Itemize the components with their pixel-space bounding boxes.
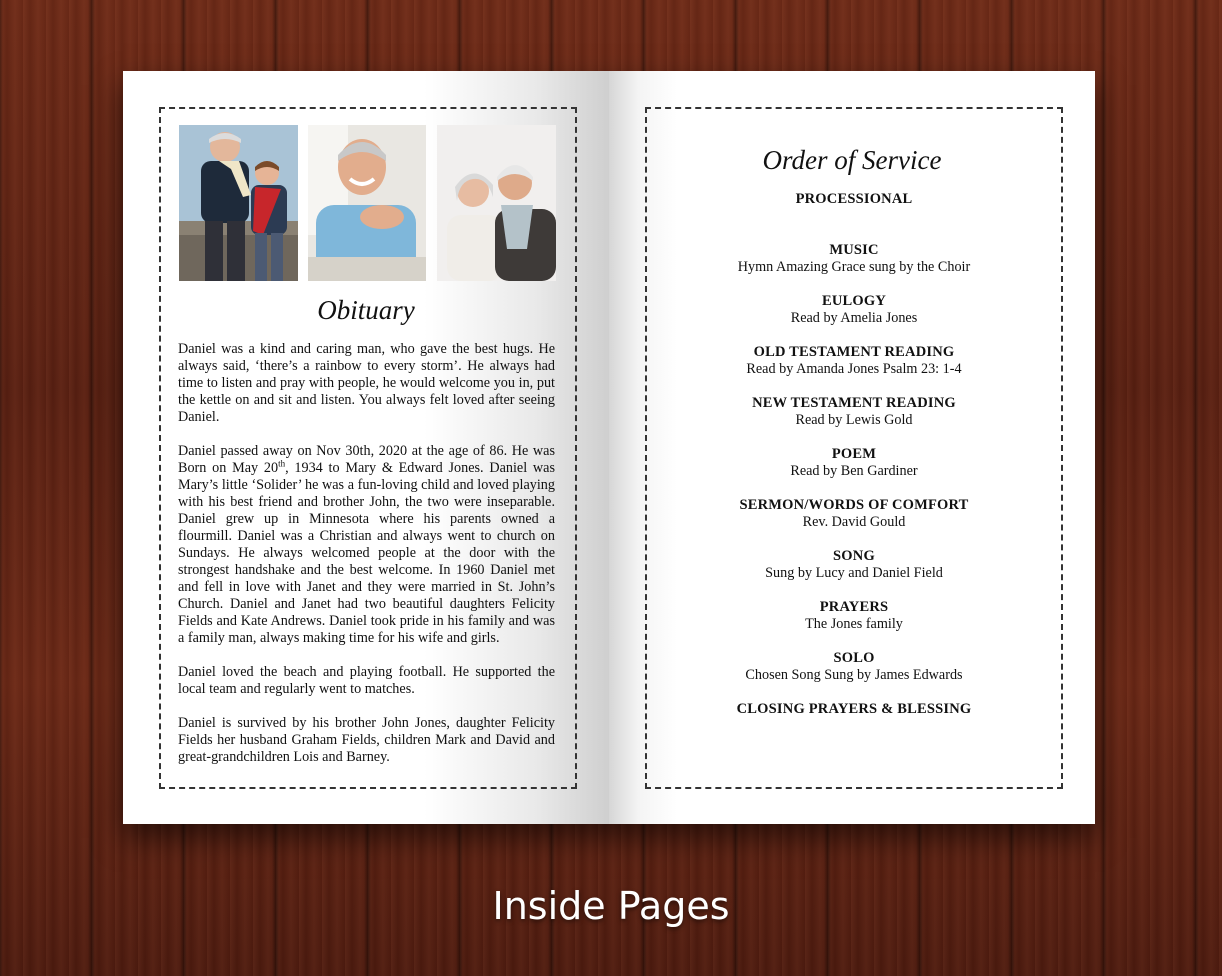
service-item: [645, 344, 1063, 395]
photo-strip: [179, 125, 556, 281]
obituary-text: [178, 341, 555, 783]
obituary-title: Obituary: [317, 295, 415, 325]
photo-smiling-man: [308, 125, 426, 281]
service-heading: EULOGY: [821, 293, 887, 309]
order-of-service-list: [645, 191, 1063, 752]
service-heading: PRAYERS: [819, 599, 889, 615]
service-item: [645, 701, 1063, 752]
photo-elderly-couple: [437, 125, 556, 281]
obituary-paragraph: Daniel was a kind and caring man, who gave the best hugs. He always said, ‘there’s a rainbow to every storm’. He always had time to listen and pray with people, he would welcome you in, put the kettle on and sit and listen. You always felt loved after seeing Daniel.: [178, 341, 555, 425]
order-of-service-title: Order of Service: [762, 145, 942, 175]
service-item: [645, 548, 1063, 599]
service-detail: Sung by Lucy and Daniel Field: [765, 565, 943, 581]
left-page: [123, 71, 609, 824]
service-item: [645, 395, 1063, 446]
service-detail: Rev. David Gould: [802, 514, 906, 530]
service-detail: Hymn Amazing Grace sung by the Choir: [737, 259, 971, 275]
service-heading: MUSIC: [829, 242, 879, 258]
service-detail: Read by Amanda Jones Psalm 23: 1-4: [746, 361, 962, 377]
service-item: [645, 191, 1063, 242]
service-heading: SOLO: [833, 650, 875, 666]
service-item: [645, 497, 1063, 548]
right-page: [609, 71, 1095, 824]
service-item: [645, 446, 1063, 497]
service-detail: Read by Ben Gardiner: [790, 463, 918, 479]
photo-grandfather-and-grandson: [179, 125, 298, 281]
service-heading: PROCESSIONAL: [795, 191, 913, 207]
obituary-paragraph: Daniel is survived by his brother John Jones, daughter Felicity Fields her husband Graham Fields, children Mark and David and great-grandchildren Lois and Barney.: [178, 715, 555, 765]
service-heading: SONG: [833, 548, 875, 564]
service-detail: Chosen Song Sung by James Edwards: [745, 667, 963, 683]
service-heading: CLOSING PRAYERS & BLESSING: [736, 701, 972, 717]
service-item: [645, 242, 1063, 293]
service-detail: Read by Lewis Gold: [795, 412, 913, 428]
inside-pages-caption: Inside Pages: [492, 884, 730, 928]
obituary-text-span: , 1934 to Mary & Edward Jones. Daniel was Mary’s little ‘Solider’ he was a fun-loving child and loved playing with his best friend and brother John, the two were inseparable. Daniel grew up in Minnesota where his parents owned a flourmill. Daniel was a Christian and always went to church on Sundays. He always welcomed people at the door with the strongest handshake and the best welcome. In 1960 Daniel met and fell in love with Janet and they were married in St. John’s Church. Daniel and Janet had two beautiful daughters Felicity Fields and Kate Andrews. Daniel took pride in his family and was a family man, always making time for his wife and girls.: [178, 460, 555, 646]
service-heading: SERMON/WORDS OF COMFORT: [739, 497, 969, 513]
obituary-text-span: Daniel passed away on Nov 30th, 2020 at the age of 86. He was Born on May 20: [178, 443, 555, 476]
service-heading: OLD TESTAMENT READING: [753, 344, 955, 360]
service-heading: NEW TESTAMENT READING: [752, 395, 956, 411]
service-item: [645, 650, 1063, 701]
open-booklet: [123, 71, 1095, 824]
ordinal-suffix: th: [278, 458, 286, 469]
service-item: [645, 599, 1063, 650]
obituary-paragraph: Daniel loved the beach and playing football. He supported the local team and regularly went to matches.: [178, 664, 555, 697]
service-detail: Read by Amelia Jones: [790, 310, 918, 326]
obituary-paragraph: [178, 443, 555, 647]
service-heading: POEM: [831, 446, 877, 462]
service-detail: The Jones family: [805, 616, 903, 632]
service-item: [645, 293, 1063, 344]
